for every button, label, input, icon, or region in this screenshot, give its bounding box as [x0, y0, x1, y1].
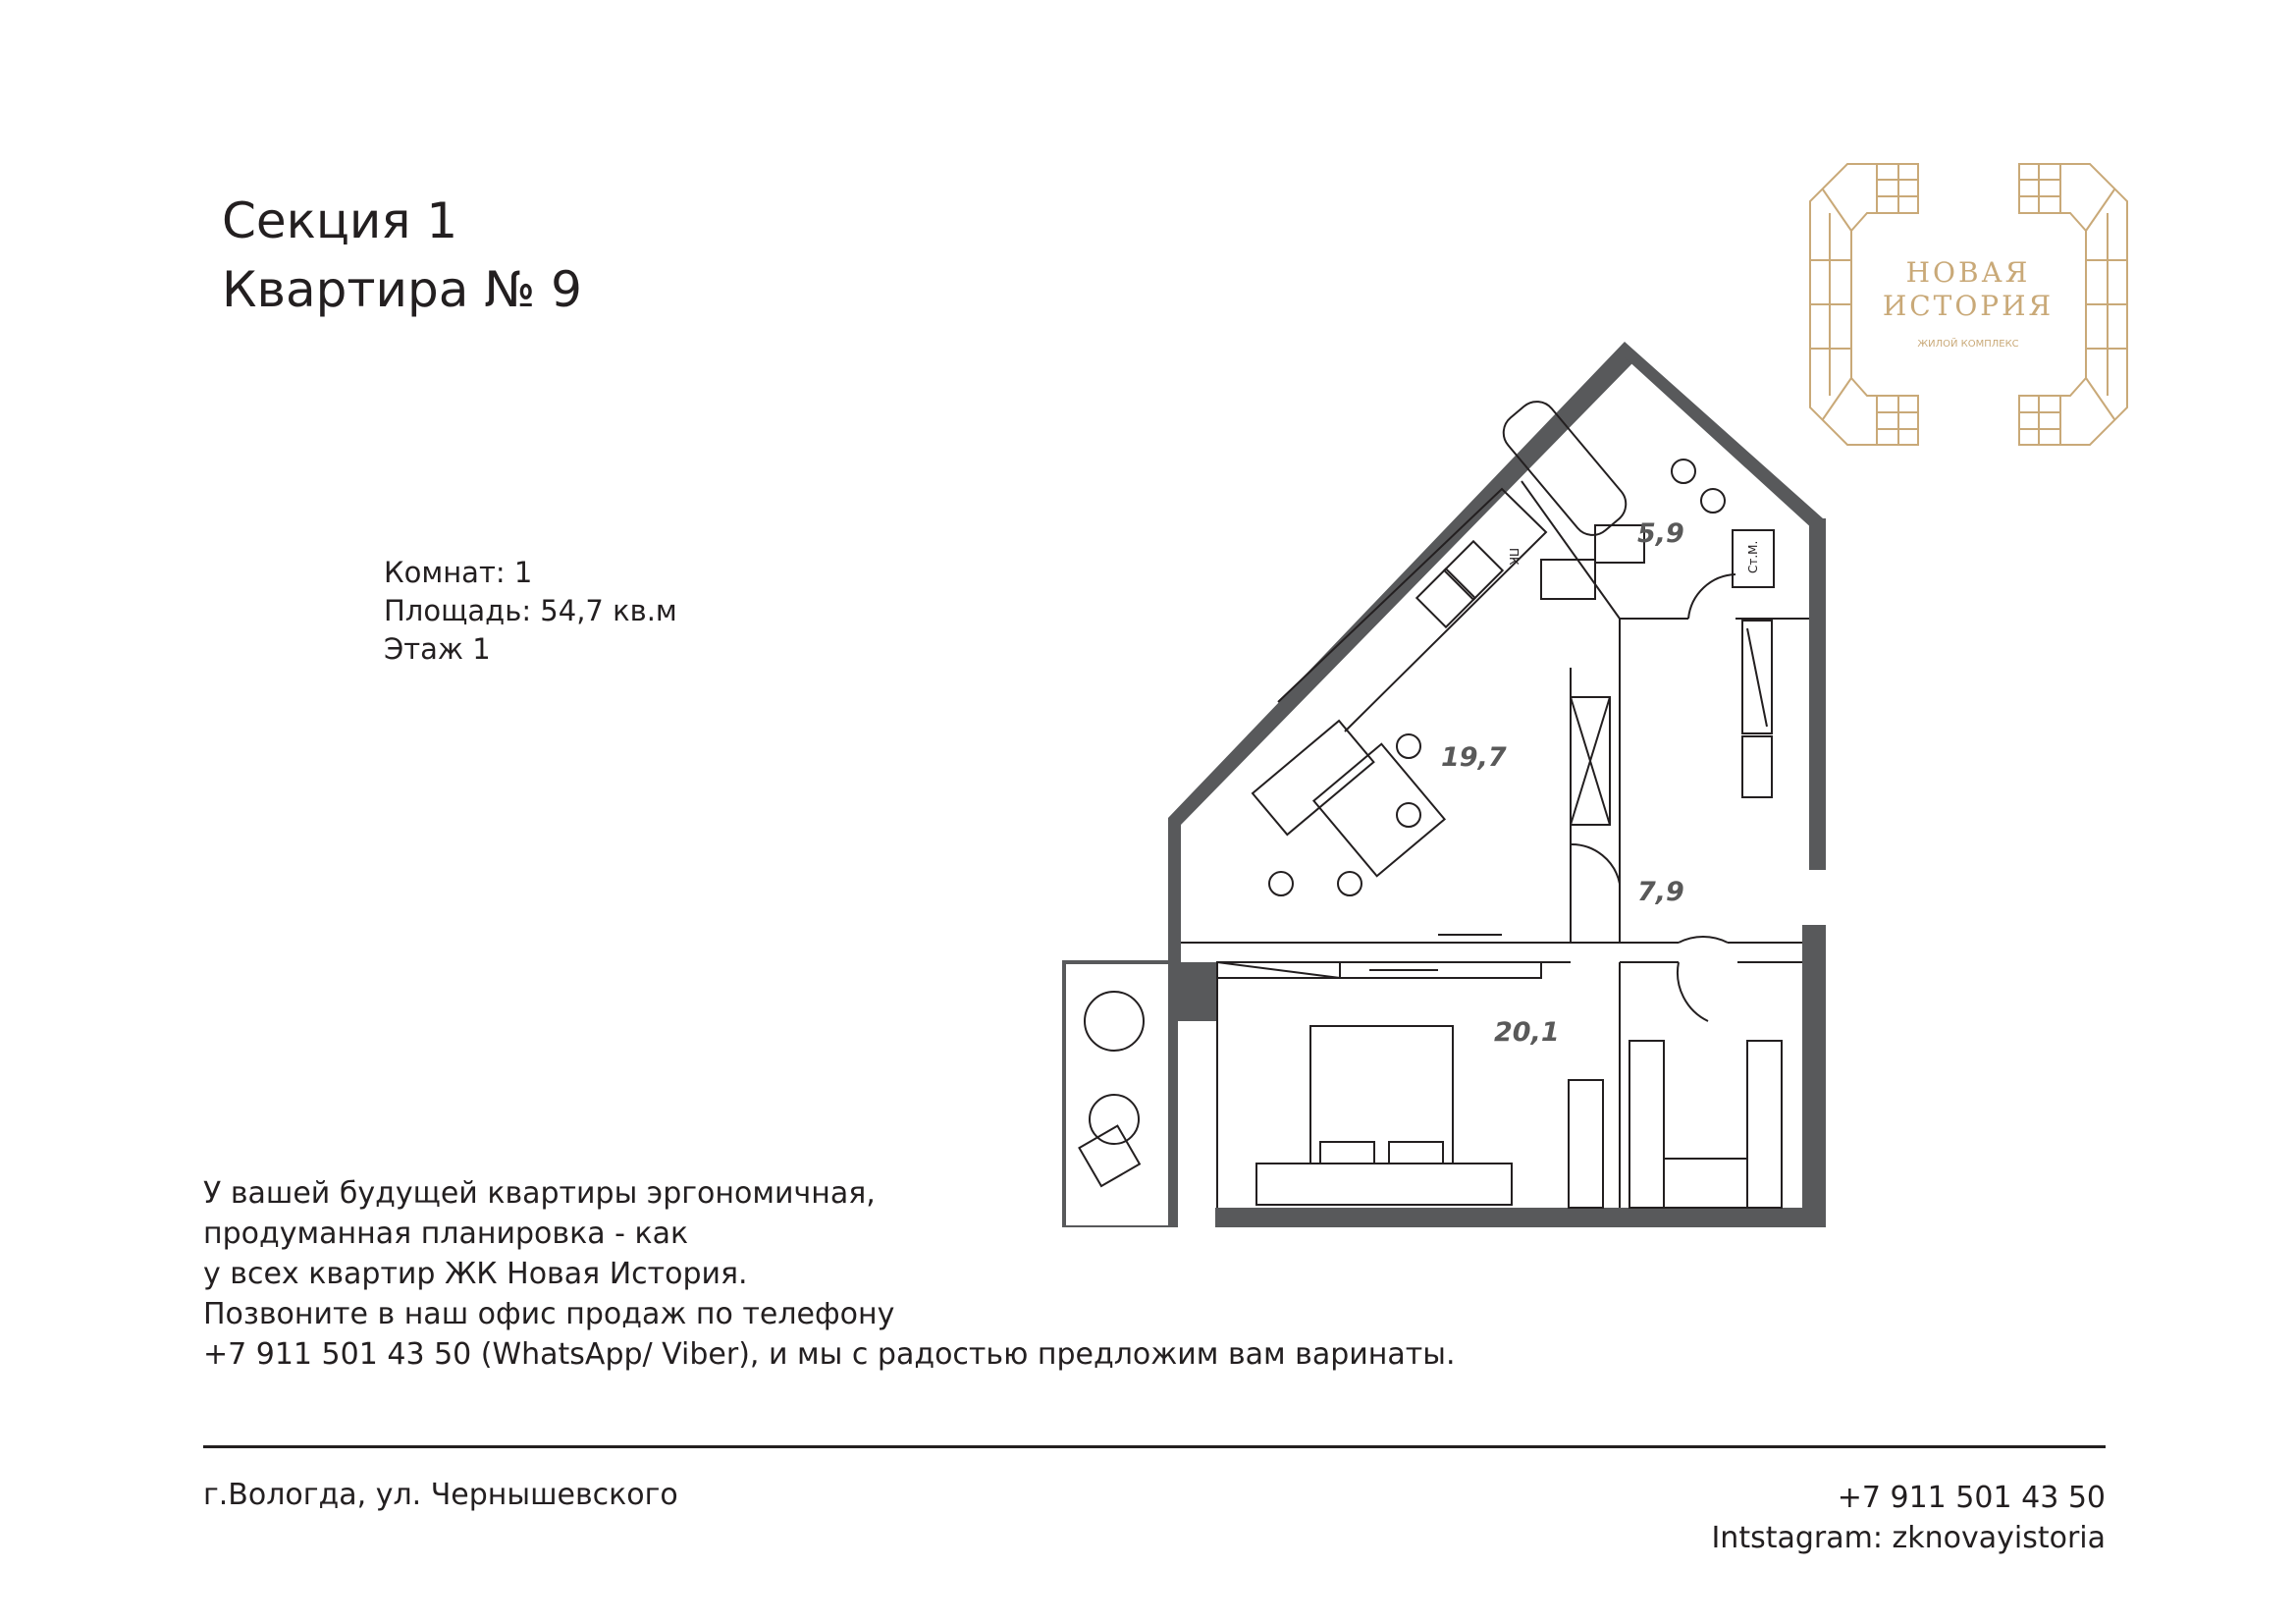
- description-line-3: у всех квартир ЖК Новая История.: [203, 1257, 748, 1291]
- description-line-5: +7 911 501 43 50 (WhatsApp/ Viber), и мы с радостью предложим вам варинаты.: [203, 1337, 1456, 1372]
- description-line-1: У вашей будущей квартиры эргономичная,: [203, 1176, 876, 1211]
- apartment-specs: [384, 554, 677, 669]
- footer-instagram[interactable]: Intstagram: zknovayistoria: [1711, 1521, 2106, 1555]
- footer-divider: [203, 1445, 2106, 1448]
- footer-address: г.Вологда, ул. Чернышевского: [203, 1478, 678, 1512]
- logo-tagline: ЖИЛОЙ КОМПЛЕКС: [1917, 339, 2019, 350]
- apartment-description: [203, 1173, 1455, 1375]
- description-line-4: Позвоните в наш офис продаж по телефону: [203, 1297, 895, 1331]
- hall-area-label: 7,9: [1637, 877, 1684, 907]
- apartment-title: Квартира № 9: [222, 261, 582, 318]
- page-title: [222, 187, 582, 324]
- floor-number: Этаж 1: [384, 632, 491, 666]
- footer-phone[interactable]: +7 911 501 43 50: [1837, 1481, 2106, 1515]
- footer-contacts: [1711, 1478, 2106, 1558]
- total-area: Площадь: 54,7 кв.м: [384, 594, 677, 627]
- section-title: Секция 1: [222, 192, 458, 249]
- floor-plan: [1060, 334, 1826, 1227]
- plan-walls: [1064, 342, 1826, 1227]
- description-line-2: продуманная планировка - как: [203, 1217, 689, 1251]
- washer-label: Ст.М.: [1746, 540, 1760, 573]
- stove-label: ПК: [1507, 548, 1521, 566]
- bathroom-area-label: 5,9: [1637, 518, 1684, 549]
- rooms-count: Комнат: 1: [384, 556, 533, 589]
- bedroom-area-label: 20,1: [1494, 1017, 1560, 1048]
- logo-line2: ИСТОРИЯ: [1882, 290, 2055, 322]
- logo-line1: НОВАЯ: [1905, 256, 2031, 289]
- novaya-istoriya-logo: [1808, 162, 2129, 447]
- kitchen-area-label: 19,7: [1441, 742, 1507, 773]
